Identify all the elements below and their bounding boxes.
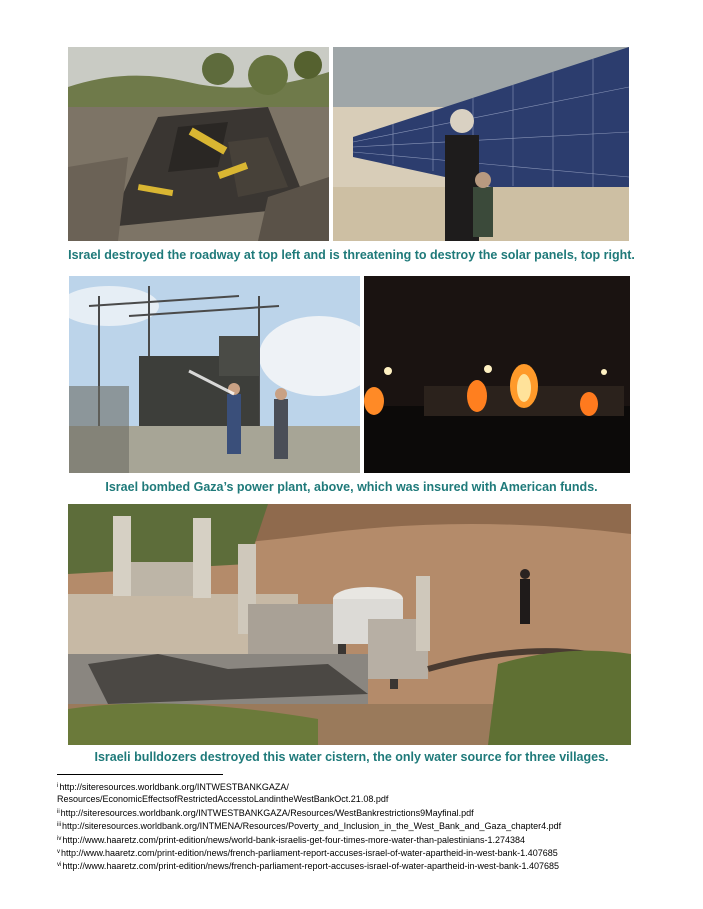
- footnote-link[interactable]: http://www.haaretz.com/print-edition/news/french-parliament-report-accuses-israel-of-water-apartheid-in-west-bank-1.407685: [61, 848, 558, 859]
- footnote-i: $^i$http://siteresources.worldbank.org/INTWESTBANKGAZA/: [57, 782, 289, 792]
- footnote-link[interactable]: http://www.haaretz.com/print-edition/news/world-bank-israelis-get-four-times-more-water-than-palestinians-1.274384: [62, 834, 526, 845]
- footnotes: [57, 780, 561, 873]
- footnote-link[interactable]: Resources/EconomicEffectsofRestrictedAccesstoLandintheWestBankOct.21.08.pdf: [57, 794, 389, 805]
- footnote-iv: $^{iv}$http://www.haaretz.com/print-edition/news/world-bank-israelis-get-four-times-more-water-than-palestinians-1.274384: [57, 834, 526, 845]
- photo-destroyed-roadway: [68, 47, 329, 241]
- footnote-vi: $^{vi}$http://www.haaretz.com/print-edition/news/french-parliament-report-accuses-israel-of-water-apartheid-in-west-bank-1.407685: [57, 861, 560, 872]
- footnote-link[interactable]: http://siteresources.worldbank.org/INTWESTBANKGAZA/Resources/WestBankrestrictions9Mayfinal.pdf: [60, 807, 474, 818]
- photo-solar-panels: [333, 47, 629, 241]
- photo-power-station-workers: [69, 276, 360, 473]
- photo-power-plant-fire: [364, 276, 630, 473]
- footnote-link[interactable]: http://www.haaretz.com/print-edition/news/french-parliament-report-accuses-israel-of-water-apartheid-in-west-bank-1.407685: [62, 861, 560, 872]
- caption-power-plant: Israel bombed Gaza’s power plant, above, which was insured with American funds.: [105, 480, 598, 494]
- footnote-v: $^v$http://www.haaretz.com/print-edition/news/french-parliament-report-accuses-israel-of-water-apartheid-in-west-bank-1.407685: [57, 848, 558, 859]
- footnote-separator: [57, 774, 223, 775]
- footnote-ii: $^{ii}$http://siteresources.worldbank.org/INTWESTBANKGAZA/Resources/WestBankrestrictions9Mayfinal.pdf: [57, 807, 474, 818]
- footnote-link[interactable]: http://siteresources.worldbank.org/INTMENA/Resources/Poverty_and_Inclusion_in_the_West_Bank_and_Gaza_chapter4.pdf: [62, 821, 562, 832]
- photo-destroyed-cistern: [68, 504, 631, 745]
- footnote-link[interactable]: http://siteresources.worldbank.org/INTWESTBANKGAZA/: [59, 782, 289, 792]
- caption-roadway-solar: Israel destroyed the roadway at top left and is threatening to destroy the solar panels, top right.: [68, 248, 635, 262]
- footnote-iii: $^{iii}$http://siteresources.worldbank.org/INTMENA/Resources/Poverty_and_Inclusion_in_the_West_Bank_and_Gaza_chapter4.pdf: [57, 821, 562, 832]
- caption-cistern: Israeli bulldozers destroyed this water cistern, the only water source for three villages.: [94, 750, 609, 764]
- footnote-i-continued: [57, 793, 561, 805]
